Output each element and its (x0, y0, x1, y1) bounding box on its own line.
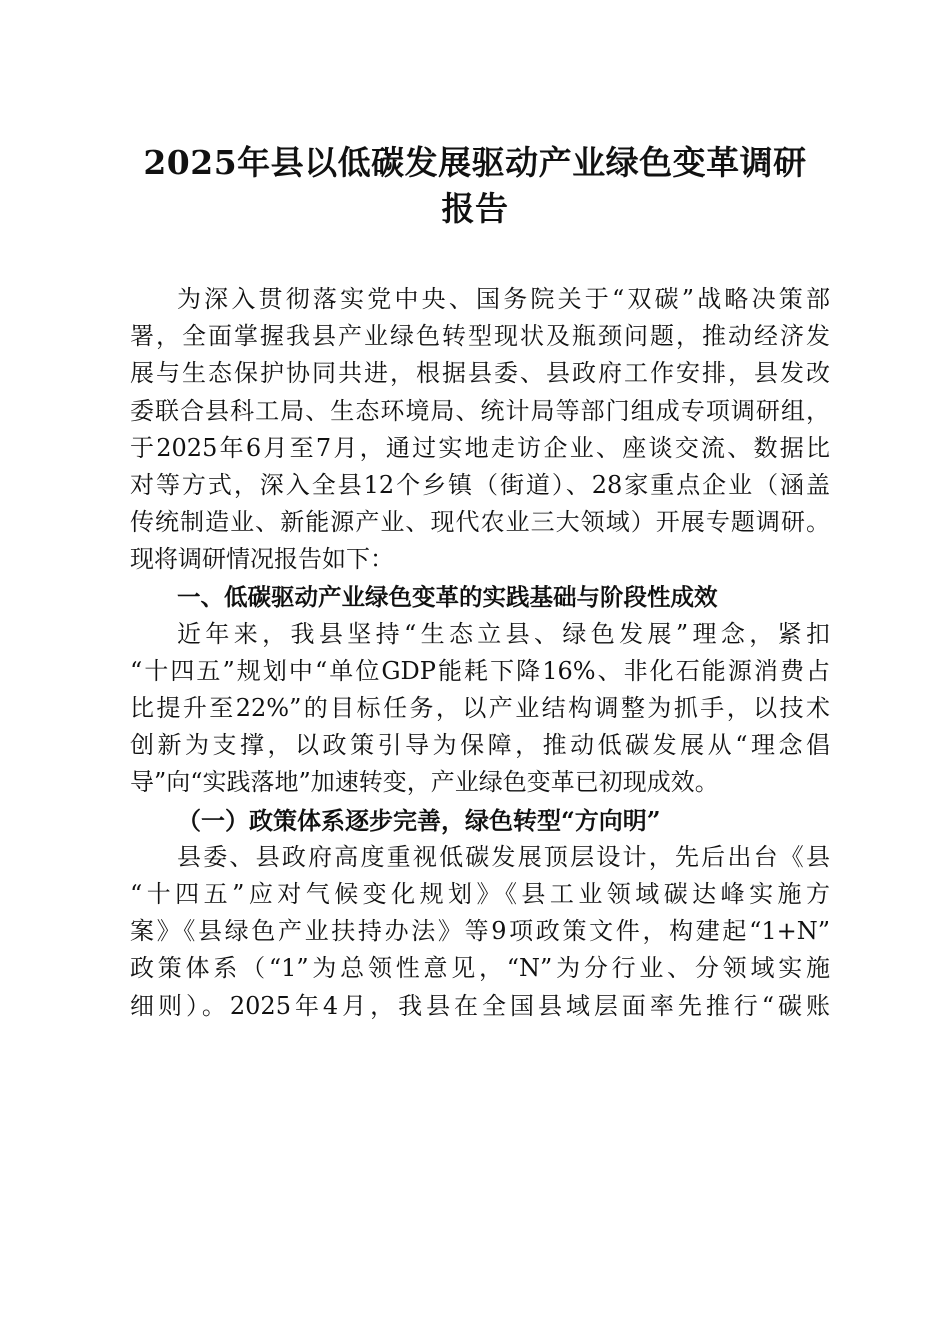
intro-paragraph-line: 署，全面掌握我县产业绿色转型现状及瓶颈问题，推动经济发 (130, 322, 830, 351)
intro-paragraph-line: 委联合县科工局、生态环境局、统计局等部门组成专项调研组， (130, 396, 830, 425)
intro-paragraph-line: 为深入贯彻落实党中央、国务院关于“双碳”战略决策部 (177, 285, 830, 313)
subsection-1-paragraph-line: “十四五”应对气候变化规划》《县工业领域碳达峰实施方 (130, 880, 830, 908)
intro-paragraph-line: 于2025年6月至7月，通过实地走访企业、座谈交流、数据比 (130, 433, 830, 462)
section-1-paragraph-line: 导”向“实践落地”加速转变，产业绿色变革已初现成效。 (130, 768, 719, 797)
intro-paragraph-line: 传统制造业、新能源产业、现代农业三大领域）开展专题调研。 (130, 508, 830, 537)
section-1-paragraph-line: 比提升至22%”的目标任务，以产业结构调整为抓手，以技术 (130, 694, 830, 723)
section-heading-1: 一、低碳驱动产业绿色变革的实践基础与阶段性成效 (177, 582, 718, 611)
section-1-paragraph-line: 近年来，我县坚持“生态立县、绿色发展”理念，紧扣 (177, 619, 830, 648)
intro-paragraph-line: 现将调研情况报告如下： (130, 545, 394, 574)
subsection-heading-1: （一）政策体系逐步完善，绿色转型“方向明” (177, 805, 661, 835)
subsection-1-paragraph-line: 县委、县政府高度重视低碳发展顶层设计，先后出台《县 (177, 842, 830, 871)
document-body (130, 281, 830, 1025)
section-1-paragraph-line: “十四五”规划中“单位GDP能耗下降16%、非化石能源消费占 (130, 656, 830, 685)
title-line-2: 报告 (441, 189, 509, 228)
intro-paragraph-line: 对等方式，深入全县12个乡镇（街道）、28家重点企业（涵盖 (130, 470, 830, 499)
document-title (100, 140, 850, 232)
intro-paragraph-line: 展与生态保护协同共进，根据县委、县政府工作安排，县发改 (130, 359, 830, 388)
subsection-1-paragraph-line: 细则）。2025年4月，我县在全国县域层面率先推行“碳账 (130, 991, 830, 1020)
section-1-paragraph-line: 创新为支撑，以政策引导为保障，推动低碳发展从“理念倡 (130, 731, 830, 760)
subsection-1-paragraph-line: 案》《县绿色产业扶持办法》等9项政策文件，构建起“1+N” (130, 917, 830, 946)
subsection-1-paragraph-line: 政策体系（“1”为总领性意见，“N”为分行业、分领域实施 (130, 954, 830, 983)
title-line-1: 2025年县以低碳发展驱动产业绿色变革调研 (143, 143, 807, 182)
